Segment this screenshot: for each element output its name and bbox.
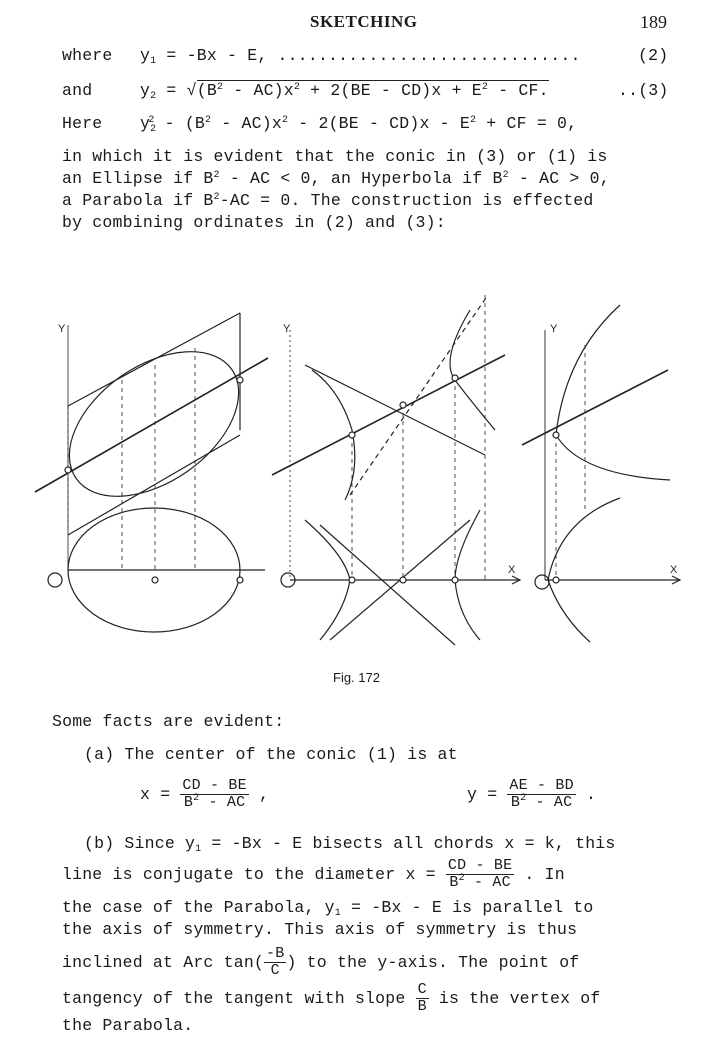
origin-marker bbox=[48, 573, 62, 587]
point bbox=[237, 377, 243, 383]
parabola-branch bbox=[556, 305, 620, 435]
here-lead: Here bbox=[62, 114, 103, 133]
paragraph-line: in which it is evident that the conic in (3) or (1) is bbox=[62, 147, 608, 166]
point bbox=[349, 432, 355, 438]
bisector-line bbox=[272, 355, 505, 475]
equation-2-number: (2) bbox=[638, 46, 669, 65]
fact-b-line: the axis of symmetry. This axis of symmetry is thus bbox=[62, 920, 578, 939]
point bbox=[349, 577, 355, 583]
fact-b-line: the Parabola. bbox=[62, 1016, 194, 1035]
parabola-branch bbox=[548, 498, 620, 580]
fact-b-line: (b) Since $y_1 = -Bx - E$ bisects all chords x = k, this bbox=[84, 834, 616, 855]
parallelogram-bottom bbox=[68, 435, 240, 535]
equation-2-lead: where bbox=[62, 46, 113, 65]
here-equation: $y_2^2 - (B^2 - AC)x^2 - 2(BE - CD)x - E^2$ + CF = 0, bbox=[140, 114, 578, 135]
bisector-line bbox=[522, 370, 668, 445]
origin-marker bbox=[535, 575, 549, 589]
fact-a: (a) The center of the conic (1) is at bbox=[84, 745, 458, 764]
fact-b-line: inclined at Arc tan( $\frac{-B}{C}$ ) to the y-axis. The point of bbox=[62, 945, 580, 979]
hyperbola-branch bbox=[450, 310, 495, 430]
center-x-formula: x = $\frac{CD - BE}{B^2 - AC}$ , bbox=[140, 777, 270, 811]
axis-label-x: X bbox=[508, 564, 516, 576]
axis-label-x: X bbox=[670, 564, 678, 576]
parallelogram-top bbox=[68, 313, 240, 406]
axis-label-y: Y bbox=[283, 323, 291, 335]
fact-b-line: tangency of the tangent with slope $\frac{C}{B}$ is the vertex of bbox=[62, 981, 601, 1015]
parabola-branch bbox=[556, 435, 670, 480]
page-number: 189 bbox=[640, 12, 667, 32]
facts-intro: Some facts are evident: bbox=[52, 712, 285, 731]
figure-172 bbox=[0, 270, 713, 660]
ellipse-panel bbox=[35, 313, 268, 632]
parabola-panel bbox=[522, 305, 680, 642]
figure-caption: Fig. 172 bbox=[333, 670, 380, 685]
equation-3-number: ..(3) bbox=[618, 81, 669, 100]
point bbox=[237, 577, 243, 583]
hyperbola-panel bbox=[272, 295, 520, 645]
point bbox=[452, 375, 458, 381]
point bbox=[553, 577, 559, 583]
paragraph-line: a Parabola if $B^2-AC = 0$. The construction is effected bbox=[62, 191, 594, 210]
asymptote bbox=[320, 525, 455, 645]
equation-2: $y_1 = -Bx - E$, .............................. bbox=[140, 46, 581, 67]
point bbox=[553, 432, 559, 438]
point bbox=[152, 577, 158, 583]
equation-3: $y_2 = √(B^2 - AC)x^2 + 2(BE - CD)x + E^2$ - CF. bbox=[140, 81, 549, 102]
axis-label-y: Y bbox=[58, 323, 66, 335]
paragraph-line: by combining ordinates in (2) and (3): bbox=[62, 213, 446, 232]
parabola-branch bbox=[548, 580, 590, 642]
point bbox=[65, 467, 71, 473]
fact-b-line: the case of the Parabola, $y_1 = -Bx - E$ is parallel to bbox=[62, 898, 594, 919]
running-header: SKETCHING bbox=[310, 12, 418, 31]
axis-label-y: Y bbox=[550, 323, 558, 335]
point bbox=[400, 577, 406, 583]
point bbox=[400, 402, 406, 408]
paragraph-line: an Ellipse if $B^2$ - AC < 0, an Hyperbola if $B^2$ - AC > 0, bbox=[62, 169, 610, 188]
point bbox=[452, 577, 458, 583]
equation-3-lead: and bbox=[62, 81, 93, 100]
center-y-formula: y = $\frac{AE - BD}{B^2 - AC}$ . bbox=[467, 777, 597, 811]
fact-b-line: line is conjugate to the diameter x = $\frac{CD - BE}{B^2 - AC}$ . In bbox=[62, 857, 565, 891]
